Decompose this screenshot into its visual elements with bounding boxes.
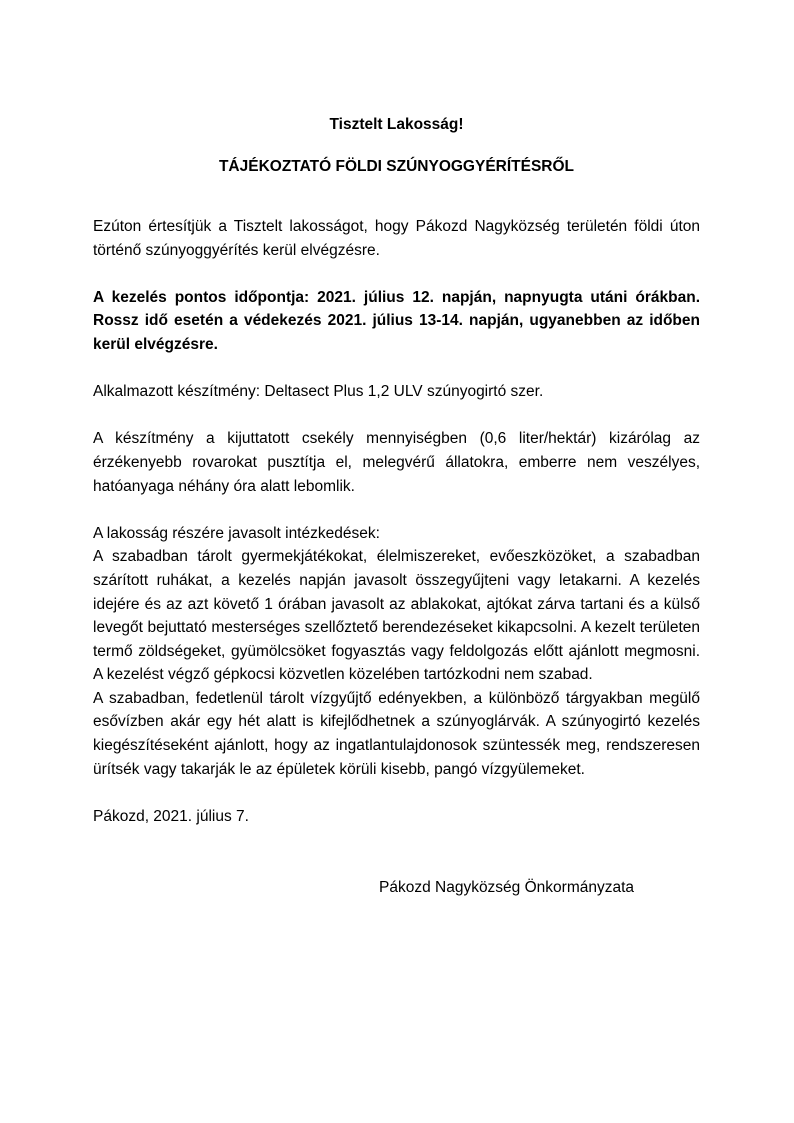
schedule-paragraph: A kezelés pontos időpontja: 2021. július 12. napján, napnyugta utáni órákban. Rossz idő esetén a védekezés 2021. július 13-14. napján, ugyanebben az időben kerül elvégzésre. <box>93 288 700 353</box>
measures-heading: A lakosság részére javasolt intézkedések: <box>93 524 380 542</box>
document-body <box>93 215 700 828</box>
measures-paragraph-2: A szabadban, fedetlenül tárolt vízgyűjtő edényekben, a különböző tárgyakban megülő esővízben akár egy hét alatt is kifejlődhetnek a szúnyoglárvák. A szúnyogirtó kezelés kiegészítéseként ajánlott, hogy az ingatlantulajdonosok szüntessék meg, rendszeresen ürítsék vagy takarják le az épületek körüli kisebb, pangó vízgyülemeket. <box>93 689 700 778</box>
document-title: TÁJÉKOZTATÓ FÖLDI SZÚNYOGGYÉRÍTÉSRŐL <box>218 158 575 175</box>
signature: Pákozd Nagyközség Önkormányzata <box>379 879 635 896</box>
greeting-heading: Tisztelt Lakosság! <box>329 116 464 133</box>
product-paragraph: Alkalmazott készítmény: Deltasect Plus 1,2 ULV szúnyogirtó szer. <box>93 383 544 401</box>
safety-paragraph: A készítmény a kijuttatott csekély mennyiségben (0,6 liter/hektár) kizárólag az érzékenyebb rovarokat pusztítja el, melegvérű állatokra, emberre nem veszélyes, hatóanyaga néhány óra alatt lebomlik. <box>93 430 700 495</box>
intro-paragraph: Ezúton értesítjük a Tisztelt lakosságot, hogy Pákozd Nagyközség területén földi úton történő szúnyoggyérítés kerül elvégzésre. <box>93 218 700 259</box>
measures-paragraph-1: A szabadban tárolt gyermekjátékokat, élelmiszereket, evőeszközöket, a szabadban szárított ruhákat, a kezelés napján javasolt összegyűjteni vagy letakarni. A kezelés idejére és az azt követő 1 órában javasolt az ablakokat, ajtókat zárva tartani és a külső levegőt bejuttató mesterséges szellőztető berendezéseket kikapcsolni. A kezelt területen termő zöldségeket, gyümölcsöket fogyasztás vagy feldolgozás előtt ajánlott megmosni. A kezelést végző gépkocsi közvetlen közelében tartózkodni nem szabad. <box>93 548 700 684</box>
date-line: Pákozd, 2021. július 7. <box>93 807 249 825</box>
